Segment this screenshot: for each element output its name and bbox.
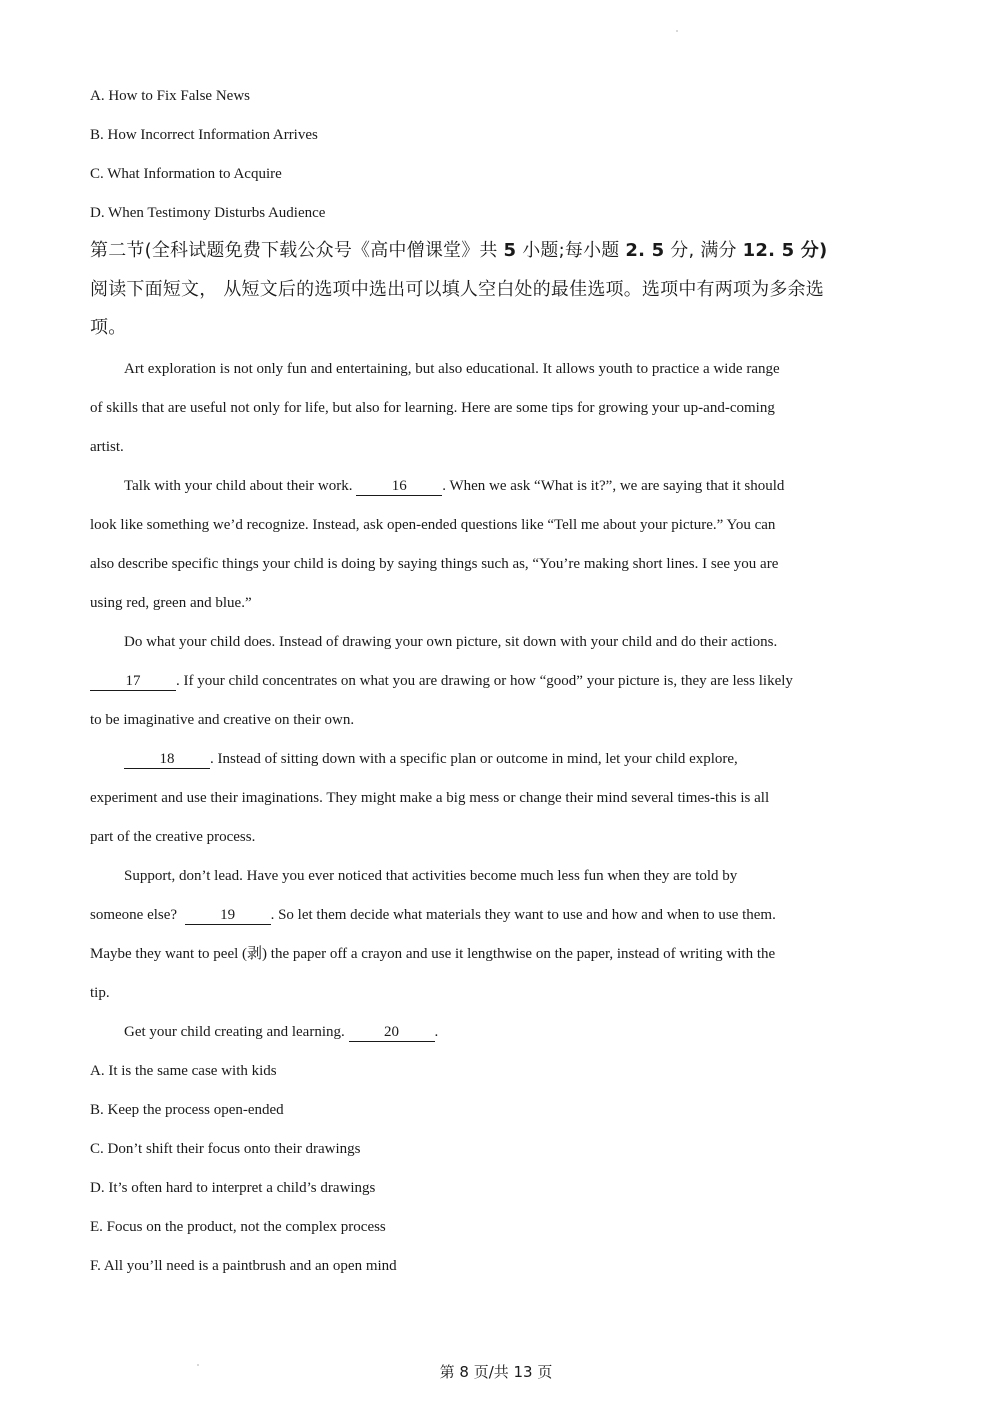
instructions-line-1: 阅读下面短文， 从短文后的选项中选出可以填人空白处的最佳选项。选项中有两项为多余选 xyxy=(90,279,824,300)
passage-line xyxy=(90,671,793,691)
scan-speck xyxy=(197,1364,199,1366)
prev-option-d: D. When Testimony Disturbs Audience xyxy=(90,205,326,221)
passage-text: . xyxy=(434,1024,439,1040)
passage-line xyxy=(124,476,784,496)
passage-line xyxy=(124,1022,438,1042)
passage-line: Support, don’t lead. Have you ever noticed that activities become much less fun when they are told by xyxy=(124,868,738,884)
blank-16: 16 xyxy=(356,478,442,496)
passage-line xyxy=(90,905,776,925)
passage-text: . When we ask “What is it?”, we are saying that it should xyxy=(442,478,785,494)
prev-option-a: A. How to Fix False News xyxy=(90,88,250,104)
section-count: 5 xyxy=(503,240,517,261)
prev-option-c: C. What Information to Acquire xyxy=(90,166,282,182)
instructions-line-2: 项。 xyxy=(90,317,127,338)
passage-line: also describe specific things your child is doing by saying things such as, “You’re making short lines. I see you are xyxy=(90,556,779,572)
section-mid: 小题;每小题 xyxy=(516,240,626,261)
option-d: D. It’s often hard to interpret a child’s drawings xyxy=(90,1180,376,1196)
section-suffix: 分) xyxy=(794,240,828,261)
prev-option-b: B. How Incorrect Information Arrives xyxy=(90,127,318,143)
passage-line: part of the creative process. xyxy=(90,829,256,845)
passage-text: Get your child creating and learning. xyxy=(124,1024,349,1040)
passage-line: using red, green and blue.” xyxy=(90,595,252,611)
passage-line: tip. xyxy=(90,985,110,1001)
section-prefix: 第二节(全科试题免费下载公众号《高中僧课堂》共 xyxy=(90,240,504,261)
page-footer: 第 8 页/共 13 页 xyxy=(439,1363,553,1381)
blank-18: 18 xyxy=(124,751,210,769)
section-per-score: 2. 5 xyxy=(625,240,665,261)
option-b: B. Keep the process open-ended xyxy=(90,1102,284,1118)
passage-line: look like something we’d recognize. Instead, ask open-ended questions like “Tell me about your picture.” You can xyxy=(90,517,776,533)
passage-line: Art exploration is not only fun and entertaining, but also educational. It allows youth to practice a wide range xyxy=(124,361,780,377)
blank-17: 17 xyxy=(90,673,176,691)
blank-19: 19 xyxy=(185,907,271,925)
option-e: E. Focus on the product, not the complex process xyxy=(90,1219,386,1235)
passage-line: Maybe they want to peel (剥) the paper off a crayon and use it lengthwise on the paper, instead of writing with the xyxy=(90,946,776,962)
option-f: F. All you’ll need is a paintbrush and an open mind xyxy=(90,1258,397,1274)
passage-text: . If your child concentrates on what you are drawing or how “good” your picture is, they are less likely xyxy=(176,673,793,689)
passage-line: Do what your child does. Instead of drawing your own picture, sit down with your child and do their actions. xyxy=(124,634,778,650)
passage-line xyxy=(124,749,738,769)
passage-text: . Instead of sitting down with a specific plan or outcome in mind, let your child explore, xyxy=(210,751,738,767)
passage-text: someone else? xyxy=(90,907,185,923)
passage-line: to be imaginative and creative on their own. xyxy=(90,712,355,728)
section-mid2: 分, 满分 xyxy=(664,240,743,261)
passage-line: experiment and use their imaginations. They might make a big mess or change their mind several times-this is all xyxy=(90,790,770,806)
scan-speck xyxy=(676,30,678,32)
passage-line: artist. xyxy=(90,439,124,455)
option-c: C. Don’t shift their focus onto their drawings xyxy=(90,1141,361,1157)
section-total-score: 12. 5 xyxy=(742,240,795,261)
option-a: A. It is the same case with kids xyxy=(90,1063,277,1079)
passage-line: of skills that are useful not only for life, but also for learning. Here are some tips for growing your up-and-coming xyxy=(90,400,775,416)
passage-text: Talk with your child about their work. xyxy=(124,478,357,494)
blank-20: 20 xyxy=(349,1024,435,1042)
passage-text: . So let them decide what materials they want to use and how and when to use them. xyxy=(270,907,776,923)
section-header xyxy=(90,239,827,263)
